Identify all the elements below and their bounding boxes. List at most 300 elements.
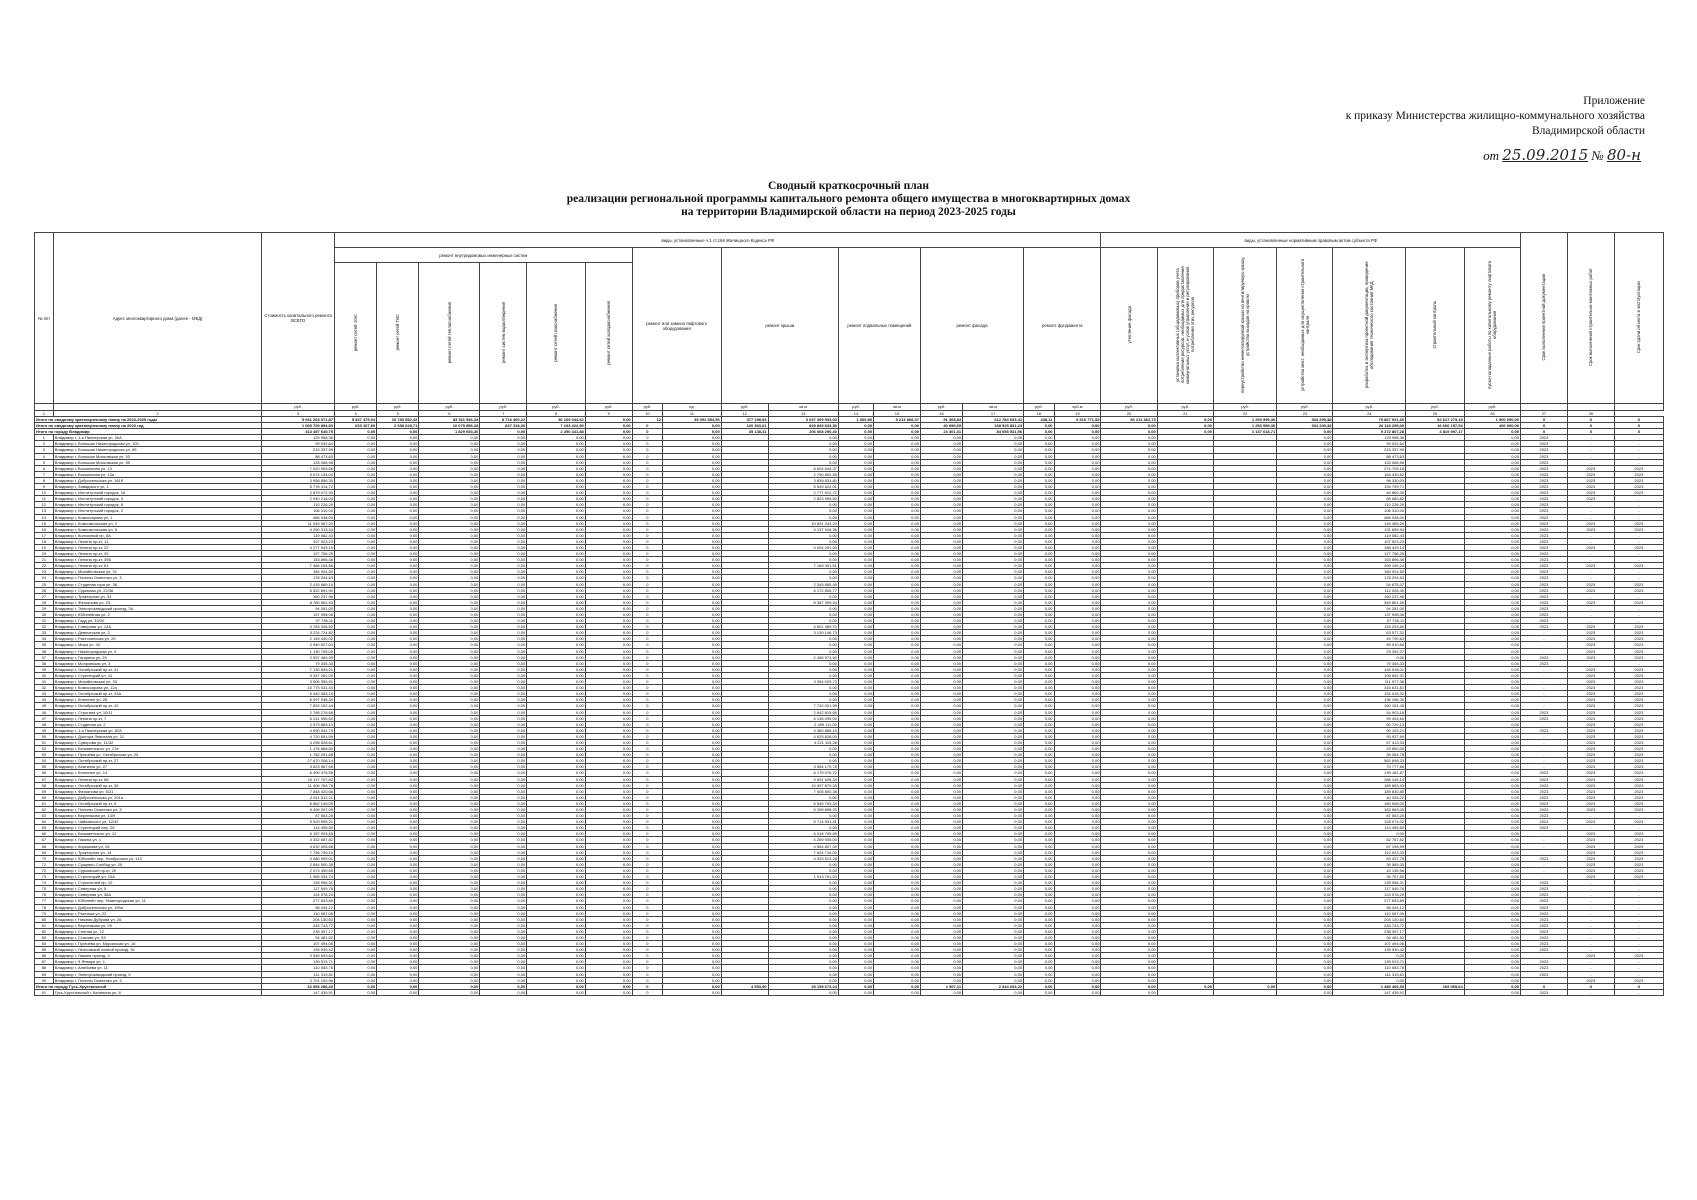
row-facade-cost: 0,00	[963, 532, 1024, 538]
row-insulation-cost: 0,00	[1101, 703, 1157, 709]
row-engineering-cost: 0,00	[480, 581, 527, 587]
row-engineering-cost: 0,00	[419, 800, 480, 806]
row-engineering-cost: 0,00	[377, 898, 419, 904]
row-engineering-cost: 0,00	[527, 989, 586, 995]
total-value: 0,00	[335, 983, 377, 989]
row-lift-commissioning-cost: 0,00	[1464, 782, 1520, 788]
row-basement-area: 0,00	[838, 544, 873, 550]
row-insulation-cost: 0,00	[1101, 502, 1157, 508]
index-cell: 9	[585, 411, 632, 417]
row-basement-cost: 0,00	[874, 837, 921, 843]
row-engineering-cost: 0,00	[377, 764, 419, 770]
row-engineering-cost: 0,00	[419, 709, 480, 715]
row-total-cost: 215 337,99	[262, 447, 335, 453]
row-insulation-cost: 0,00	[1101, 538, 1157, 544]
row-engineering-cost: 0,00	[585, 691, 632, 697]
row-engineering-cost: 0,00	[419, 855, 480, 861]
row-insulation-cost: 0,00	[1101, 459, 1157, 465]
row-lift-commissioning-cost: 0,00	[1464, 788, 1520, 794]
row-acceptance-year: -	[1614, 825, 1663, 831]
row-lift-units: 0	[632, 867, 662, 873]
row-facade-area: 0,00	[920, 709, 962, 715]
header-text: ремонт сетей холодоснабжения	[606, 300, 612, 365]
row-engineering-cost: 0,00	[527, 733, 586, 739]
row-engineering-cost: 0,00	[480, 496, 527, 502]
row-project-docs-cost: 49 790,63	[1333, 636, 1406, 642]
row-number: 83	[35, 934, 54, 940]
row-lift-commissioning-cost: 0,00	[1464, 514, 1520, 520]
row-basement-area: 0,00	[838, 782, 873, 788]
row-lift-commissioning-cost: 0,00	[1464, 691, 1520, 697]
total-value: 0,00	[838, 423, 873, 429]
row-total-cost: 27 670 208,14	[262, 758, 335, 764]
row-project-docs-cost: 110 083,78	[1333, 965, 1406, 971]
row-number: 21	[35, 557, 54, 563]
row-total-cost: 94 481,52	[262, 934, 335, 940]
row-engineering-cost: 0,00	[335, 557, 377, 563]
row-engineering-cost: 0,00	[480, 697, 527, 703]
row-basement-cost: 0,00	[874, 880, 921, 886]
row-engineering-cost: 0,00	[419, 941, 480, 947]
row-engineering-cost: 0,00	[527, 739, 586, 745]
row-engineering-cost: 0,00	[335, 648, 377, 654]
row-facade-cost: 0,00	[963, 800, 1024, 806]
row-basement-cost: 0,00	[874, 819, 921, 825]
row-lift-cost: 0,00	[663, 770, 722, 776]
row-lift-commissioning-cost: 0,00	[1464, 435, 1520, 441]
row-roof-cost: 0,00	[768, 551, 838, 557]
row-project-docs-cost: 0,00	[1333, 831, 1406, 837]
row-facade-area: 0,00	[920, 484, 962, 490]
row-engineering-cost: 0,00	[527, 782, 586, 788]
row-acceptance-year: 2023	[1614, 861, 1663, 867]
row-total-cost: 2 149 430,02	[262, 636, 335, 642]
row-engineering-cost: 0,00	[527, 934, 586, 940]
row-engineering-cost: 0,00	[335, 441, 377, 447]
row-engineering-cost: 0,00	[419, 959, 480, 965]
row-engineering-cost: 0,00	[480, 691, 527, 697]
total-value: 0,00	[585, 429, 632, 435]
row-engineering-cost: 0,00	[527, 928, 586, 934]
row-basement-cost: 0,00	[874, 953, 921, 959]
row-lift-commissioning-cost: 0,00	[1464, 630, 1520, 636]
row-engineering-cost: 0,00	[377, 752, 419, 758]
row-engineering-cost: 0,00	[377, 551, 419, 557]
row-lift-cost: 0,00	[663, 928, 722, 934]
row-roof-cost: 0,00	[768, 861, 838, 867]
row-insulation-cost: 0,00	[1101, 910, 1157, 916]
row-engineering-cost: 0,00	[335, 666, 377, 672]
row-works-year: 2023	[1567, 654, 1614, 660]
row-project-year: 2023	[1521, 447, 1568, 453]
row-foundation-cost: 0,00	[1054, 624, 1101, 630]
row-facade-cost: 0,00	[963, 764, 1024, 770]
row-project-docs-cost: 90 103,21	[1333, 727, 1406, 733]
row-project-year: 2023	[1521, 471, 1568, 477]
appendix-line-2: к приказу Министерства жилищно-коммунального хозяйства	[1345, 110, 1645, 122]
row-engineering-cost: 0,00	[480, 666, 527, 672]
row-project-docs-cost: 23 392,27	[1333, 648, 1406, 654]
row-control-places-cost: 0,00	[1277, 977, 1333, 983]
row-engineering-cost: 0,00	[335, 928, 377, 934]
row-lift-cost: 0,00	[663, 557, 722, 563]
row-engineering-cost: 0,00	[419, 612, 480, 618]
row-foundation-cost: 0,00	[1054, 831, 1101, 837]
row-basement-area: 0,00	[838, 959, 873, 965]
row-basement-area: 0,00	[838, 587, 873, 593]
row-total-cost: 137 998,06	[262, 612, 335, 618]
row-foundation-cost: 0,00	[1054, 508, 1101, 514]
row-project-year: 2023	[1521, 892, 1568, 898]
row-lift-units: 0	[632, 648, 662, 654]
row-engineering-cost: 0,00	[377, 471, 419, 477]
row-facade-area: 0,00	[920, 758, 962, 764]
row-control-places-cost: 0,00	[1277, 685, 1333, 691]
total-value: 40 996,65	[920, 423, 962, 429]
row-address: Владимир г, Вокзальная ул, 13а	[53, 471, 262, 477]
row-basement-cost: 0,00	[874, 685, 921, 691]
units-cell: руб.	[721, 404, 768, 411]
row-facade-area: 0,00	[920, 490, 962, 496]
row-engineering-cost: 0,00	[585, 685, 632, 691]
row-facade-area: 0,00	[920, 855, 962, 861]
row-engineering-cost: 0,00	[377, 770, 419, 776]
row-engineering-cost: 0,00	[335, 721, 377, 727]
row-foundation-volume: 0,00	[1024, 837, 1054, 843]
row-engineering-cost: 0,00	[377, 813, 419, 819]
row-works-year: 2023	[1567, 630, 1614, 636]
total-value: 8 716 400,22	[480, 417, 527, 423]
row-engineering-cost: 0,00	[419, 544, 480, 550]
row-address: Владимир г, Завадского ул, 1	[53, 484, 262, 490]
row-engineering-cost: 0,00	[527, 758, 586, 764]
row-lift-units: 0	[632, 599, 662, 605]
row-total-cost: 4 783 326,52	[262, 624, 335, 630]
row-lift-units: 0	[632, 715, 662, 721]
row-engineering-cost: 0,00	[480, 654, 527, 660]
row-project-year: 2023	[1521, 660, 1568, 666]
row-lift-commissioning-cost: 0,00	[1464, 746, 1520, 752]
row-lift-cost: 0,00	[663, 825, 722, 831]
total-value: 0	[632, 423, 662, 429]
row-project-year: 2023	[1521, 959, 1568, 965]
row-facade-cost: 0,00	[963, 471, 1024, 477]
row-acceptance-year: -	[1614, 569, 1663, 575]
total-value: 377 198,83	[721, 417, 768, 423]
row-total-cost: 110 067,06	[262, 910, 335, 916]
row-insulation-cost: 0,00	[1101, 861, 1157, 867]
row-insulation-cost: 0,00	[1101, 624, 1157, 630]
row-engineering-cost: 0,00	[377, 782, 419, 788]
row-engineering-cost: 0,00	[419, 477, 480, 483]
row-control-places-cost: 0,00	[1277, 764, 1333, 770]
row-engineering-cost: 0,00	[480, 563, 527, 569]
row-engineering-cost: 0,00	[419, 575, 480, 581]
row-number: 14	[35, 514, 54, 520]
row-basement-area: 0,00	[838, 581, 873, 587]
row-acceptance-year: -	[1614, 612, 1663, 618]
row-project-docs-cost: 139 956,31	[1333, 880, 1406, 886]
row-engineering-cost: 0,00	[480, 520, 527, 526]
row-insulation-cost: 0,00	[1101, 709, 1157, 715]
row-lift-commissioning-cost: 0,00	[1464, 557, 1520, 563]
row-project-docs-cost: 136 156,30	[1333, 697, 1406, 703]
row-acceptance-year: 2023	[1614, 874, 1663, 880]
total-label: Итого по городу Владимир	[35, 429, 262, 435]
row-project-docs-cost: 85 680,82	[1333, 496, 1406, 502]
row-engineering-cost: 0,00	[335, 471, 377, 477]
row-engineering-cost: 0,00	[585, 447, 632, 453]
total-value: 0,00	[1054, 429, 1101, 435]
row-total-cost: 15 775 031,44	[262, 685, 335, 691]
total-value: 0,00	[1277, 429, 1333, 435]
row-engineering-cost: 0,00	[480, 953, 527, 959]
row-acceptance-year: 2023	[1614, 855, 1663, 861]
row-lift-units: 0	[632, 441, 662, 447]
row-lift-units: 0	[632, 697, 662, 703]
row-basement-area: 0,00	[838, 904, 873, 910]
row-total-cost: 4 590 542,79	[262, 727, 335, 733]
row-basement-area: 0,00	[838, 605, 873, 611]
row-facade-area: 0,00	[920, 867, 962, 873]
row-lift-cost: 0,00	[663, 581, 722, 587]
total-value: 5 941 203 071,87	[262, 417, 335, 423]
row-control-places-cost: 0,00	[1277, 441, 1333, 447]
row-project-docs-cost: 188 429,14	[1333, 544, 1406, 550]
row-engineering-cost: 0,00	[585, 605, 632, 611]
row-control-places-cost: 0,00	[1277, 898, 1333, 904]
row-engineering-cost: 0,00	[419, 618, 480, 624]
row-project-year: -	[1521, 691, 1568, 697]
row-basement-area: 0,00	[838, 703, 873, 709]
row-basement-cost: 0,00	[874, 648, 921, 654]
row-address: Владимир г, Алябьева ул, 11	[53, 965, 262, 971]
row-foundation-volume: 0,00	[1024, 544, 1054, 550]
row-acceptance-year: 2023	[1614, 977, 1663, 983]
total-value: 0,00	[335, 429, 377, 435]
row-control-places-cost: 0,00	[1277, 520, 1333, 526]
row-project-docs-cost: 29 850,09	[1333, 746, 1406, 752]
row-project-docs-cost: 180 508,00	[1333, 800, 1406, 806]
row-foundation-cost: 0,00	[1054, 916, 1101, 922]
row-acceptance-year: -	[1614, 496, 1663, 502]
header-text: ремонт систем водоотведения	[500, 301, 506, 364]
row-engineering-cost: 0,00	[585, 947, 632, 953]
row-lift-units: 0	[632, 624, 662, 630]
row-engineering-cost: 0,00	[527, 898, 586, 904]
row-engineering-cost: 0,00	[419, 746, 480, 752]
row-acceptance-year: 2023	[1614, 800, 1663, 806]
row-foundation-volume: 0,00	[1024, 947, 1054, 953]
row-basement-cost: 0,00	[874, 465, 921, 471]
row-engineering-cost: 0,00	[480, 849, 527, 855]
row-basement-cost: 0,00	[874, 800, 921, 806]
row-project-year: 2023	[1521, 453, 1568, 459]
row-lift-cost: 0,00	[663, 819, 722, 825]
row-roof-cost: 2 458 973,50	[768, 654, 838, 660]
row-acceptance-year: 2023	[1614, 733, 1663, 739]
row-facade-cost: 0,00	[963, 855, 1024, 861]
row-basement-cost: 0,00	[874, 612, 921, 618]
row-lift-cost: 0,00	[663, 441, 722, 447]
row-control-places-cost: 0,00	[1277, 709, 1333, 715]
row-project-docs-cost: 88 473,63	[1333, 453, 1406, 459]
row-address: Владимир г, Гагарина ул, 29	[53, 654, 262, 660]
row-lift-cost: 0,00	[663, 618, 722, 624]
row-facade-area: 0,00	[920, 581, 962, 587]
row-roof-cost: 0,00	[768, 685, 838, 691]
row-address: Владимир г, Стасова ул, 53	[53, 934, 262, 940]
row-facade-area: 0,00	[920, 441, 962, 447]
row-project-year: 2023	[1521, 886, 1568, 892]
index-cell: 13	[768, 411, 838, 417]
header-address: Адрес многоквартирного дома (далее - МКД)	[53, 233, 262, 404]
header-engineering-col-3	[419, 263, 480, 404]
row-roof-cost: 4 269 935,00	[768, 837, 838, 843]
row-facade-cost: 0,00	[963, 563, 1024, 569]
row-works-year: 2023	[1567, 831, 1614, 837]
row-lift-cost: 0,00	[663, 544, 722, 550]
row-basement-area: 0,00	[838, 697, 873, 703]
row-works-year: 2023	[1567, 953, 1614, 959]
total-value: 438,11	[1024, 417, 1054, 423]
row-engineering-cost: 0,00	[419, 447, 480, 453]
row-number: 76	[35, 892, 54, 898]
row-roof-cost: 0,00	[768, 666, 838, 672]
row-facade-cost: 0,00	[963, 758, 1024, 764]
row-lift-units: 0	[632, 490, 662, 496]
index-cell: 27	[1521, 411, 1568, 417]
row-lift-cost: 0,00	[663, 672, 722, 678]
row-engineering-cost: 0,00	[335, 764, 377, 770]
row-basement-area: 0,00	[838, 855, 873, 861]
row-project-docs-cost: 36 264,78	[1333, 752, 1406, 758]
row-foundation-cost: 0,00	[1054, 691, 1101, 697]
row-number: 3	[35, 447, 54, 453]
row-lift-cost: 0,00	[663, 520, 722, 526]
total-value: 0,00	[663, 429, 722, 435]
row-roof-cost: 0,00	[768, 867, 838, 873]
total-value: 0,00	[1101, 983, 1157, 989]
total-value: 2 344 033,22	[963, 983, 1024, 989]
total-value: 10 075 856,28	[419, 423, 480, 429]
row-roof-cost: 0,00	[768, 959, 838, 965]
row-total-cost: 160 237,96	[262, 593, 335, 599]
row-engineering-cost: 0,00	[480, 538, 527, 544]
row-project-year: 2023	[1521, 947, 1568, 953]
header-text: ремонт сетей ЭЭС	[353, 313, 359, 352]
row-acceptance-year: 2023	[1614, 831, 1663, 837]
row-project-docs-cost: 124 578,20	[1333, 892, 1406, 898]
row-insulation-cost: 0,00	[1101, 599, 1157, 605]
row-foundation-cost: 0,00	[1054, 739, 1101, 745]
row-number: 19	[35, 544, 54, 550]
total-value: 66 211 362,73	[1101, 417, 1157, 423]
row-foundation-cost: 0,00	[1054, 551, 1101, 557]
row-control-places-cost: 0,00	[1277, 904, 1333, 910]
units-cell: руб.	[419, 404, 480, 411]
row-engineering-cost: 0,00	[480, 679, 527, 685]
row-acceptance-year: -	[1614, 447, 1663, 453]
row-engineering-cost: 0,00	[335, 861, 377, 867]
index-cell: 23	[1277, 411, 1333, 417]
row-engineering-cost: 0,00	[480, 709, 527, 715]
row-engineering-cost: 0,00	[419, 685, 480, 691]
row-foundation-volume: 0,00	[1024, 971, 1054, 977]
row-facade-area: 0,00	[920, 825, 962, 831]
row-total-cost: 107 494,06	[262, 941, 335, 947]
row-engineering-cost: 0,00	[377, 679, 419, 685]
row-address: Владимир г, Вокзальная ул, 13	[53, 465, 262, 471]
row-engineering-cost: 0,00	[335, 947, 377, 953]
row-engineering-cost: 0,00	[527, 941, 586, 947]
total-value: X	[1567, 417, 1614, 423]
row-control-places-cost: 0,00	[1277, 447, 1333, 453]
row-foundation-volume: 0,00	[1024, 587, 1054, 593]
row-engineering-cost: 0,00	[377, 703, 419, 709]
row-engineering-cost: 0,00	[377, 575, 419, 581]
row-works-year: 2023	[1567, 520, 1614, 526]
row-facade-cost: 0,00	[963, 886, 1024, 892]
total-value: 0,00	[1157, 429, 1213, 435]
total-value: 0,00	[1213, 983, 1276, 989]
row-engineering-cost: 0,00	[480, 453, 527, 459]
row-engineering-cost: 0,00	[480, 855, 527, 861]
row-lift-cost: 0,00	[663, 861, 722, 867]
total-value: 1 253 999,36	[1213, 423, 1276, 429]
row-engineering-cost: 0,00	[377, 660, 419, 666]
row-total-cost: 2 768 276,68	[262, 709, 335, 715]
row-lift-cost: 0,00	[663, 660, 722, 666]
row-works-year: -	[1567, 447, 1614, 453]
row-roof-cost: 0,00	[768, 916, 838, 922]
row-control-places-cost: 0,00	[1277, 733, 1333, 739]
row-total-cost: 10 117 707,82	[262, 776, 335, 782]
row-facade-area: 0,00	[920, 691, 962, 697]
row-lift-cost: 0,00	[663, 739, 722, 745]
row-acceptance-year: 2023	[1614, 746, 1663, 752]
row-total-cost: 106 310,00	[262, 508, 335, 514]
row-engineering-cost: 0,00	[335, 691, 377, 697]
row-engineering-cost: 0,00	[335, 855, 377, 861]
row-engineering-cost: 0,00	[377, 459, 419, 465]
row-address: Владимир г, Безыменского ул, 17а	[53, 746, 262, 752]
row-engineering-cost: 0,00	[585, 618, 632, 624]
row-engineering-cost: 0,00	[585, 471, 632, 477]
row-basement-area: 0,00	[838, 715, 873, 721]
row-engineering-cost: 0,00	[585, 666, 632, 672]
row-foundation-cost: 0,00	[1054, 697, 1101, 703]
row-facade-cost: 0,00	[963, 752, 1024, 758]
total-value: 1 253 999,36	[1213, 417, 1276, 423]
row-engineering-cost: 0,00	[419, 636, 480, 642]
row-number: 35	[35, 642, 54, 648]
row-lift-commissioning-cost: 0,00	[1464, 837, 1520, 843]
row-foundation-volume: 0,00	[1024, 721, 1054, 727]
row-lift-units: 0	[632, 910, 662, 916]
row-engineering-cost: 0,00	[419, 886, 480, 892]
row-basement-cost: 0,00	[874, 551, 921, 557]
row-control-places-cost: 0,00	[1277, 660, 1333, 666]
row-control-places-cost: 0,00	[1277, 959, 1333, 965]
row-project-docs-cost: 50 729,13	[1333, 721, 1406, 727]
row-lift-commissioning-cost: 0,00	[1464, 892, 1520, 898]
row-foundation-cost: 0,00	[1054, 477, 1101, 483]
row-basement-cost: 0,00	[874, 563, 921, 569]
row-engineering-cost: 0,00	[377, 526, 419, 532]
row-address: Владимир г, Юбилейн пер, Ноябрьская ул, 113	[53, 855, 262, 861]
table-header	[35, 233, 1664, 417]
